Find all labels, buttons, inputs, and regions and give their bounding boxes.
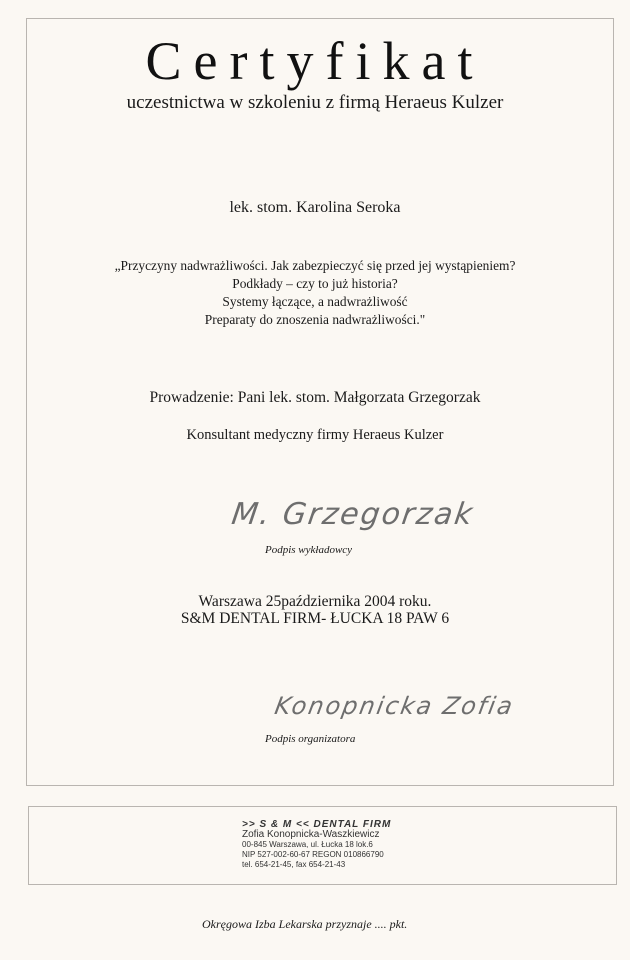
participant-name: lek. stom. Karolina Seroka <box>229 199 401 216</box>
topic-line: Systemy łączące, a nadwrażliwość <box>222 294 408 309</box>
stamp-phones: tel. 654-21-45, fax 654-21-43 <box>242 860 346 869</box>
lecturer-line: Prowadzenie: Pani lek. stom. Małgorzata Grzegorzak <box>149 389 481 406</box>
stamp-logo: >> S & M << DENTAL FIRM <box>242 819 392 830</box>
chamber-points-note: Okręgowa Izba Lekarska przyznaje .... pkt. <box>202 917 408 931</box>
consultant-line: Konsultant medyczny firmy Heraeus Kulzer <box>186 427 444 443</box>
certificate-subtitle: uczestnictwa w szkoleniu z firmą Heraeus Kulzer <box>126 92 504 113</box>
topic-line: Podkłady – czy to już historia? <box>232 276 398 291</box>
stamp-ids: NIP 527-002-60-67 REGON 010866790 <box>242 850 384 859</box>
stamp-name: Zofia Konopnicka-Waszkiewicz <box>242 829 380 840</box>
lecturer-signature-caption: Podpis wykładowcy <box>265 544 353 556</box>
company-stamp <box>242 820 391 870</box>
organizer-signature-caption: Podpis organizatora <box>265 733 356 745</box>
stamp-address: 00-845 Warszawa, ul. Łucka 18 lok.6 <box>242 840 373 849</box>
topic-line: „Przyczyny nadwrażliwości. Jak zabezpieczyć się przed jej wystąpieniem? <box>114 258 516 273</box>
lecturer-signature: M. Grzegorzak <box>229 497 477 532</box>
organizer-signature: Konopnicka Zofia <box>272 692 517 720</box>
certificate-title: Certyfikat <box>145 31 485 91</box>
organizer-address: S&M DENTAL FIRM- ŁUCKA 18 PAW 6 <box>180 610 450 627</box>
topic-line: Preparaty do znoszenia nadwrażliwości." <box>204 312 426 327</box>
place-date: Warszawa 25października 2004 roku. <box>198 593 432 610</box>
